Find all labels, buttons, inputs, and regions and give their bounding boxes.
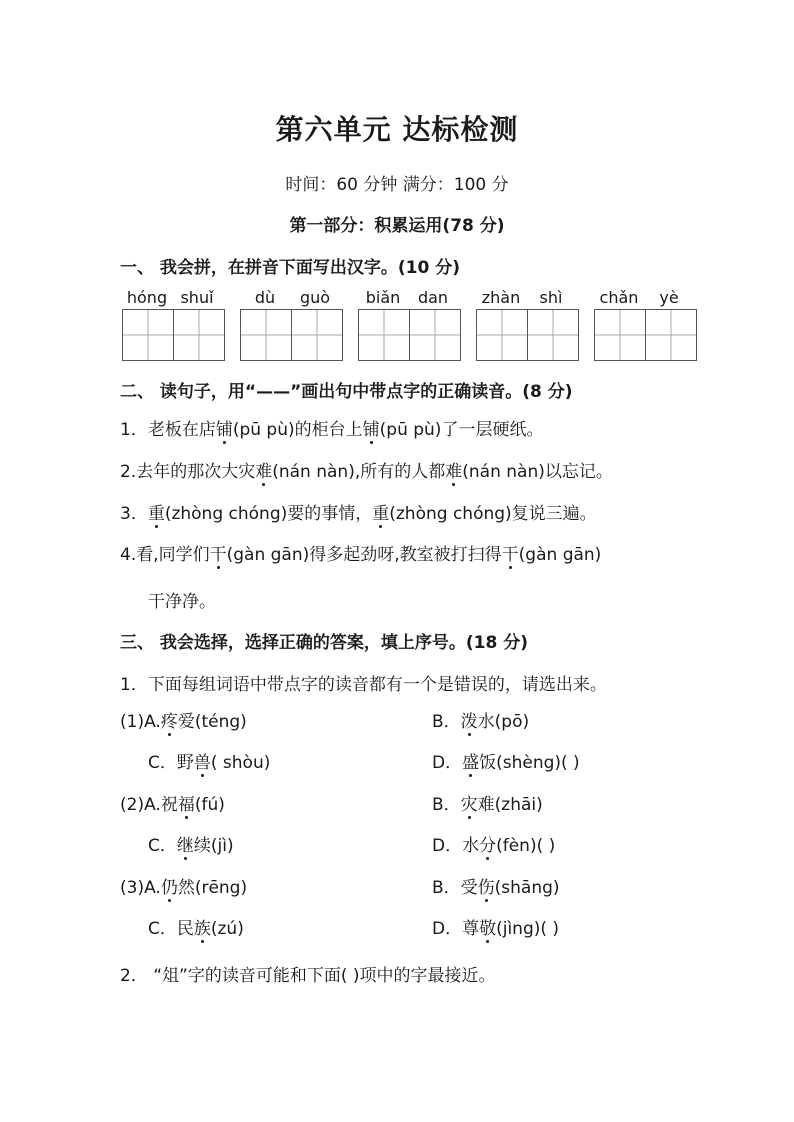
option-3b [432,873,560,898]
option-prefix: C． [148,836,177,856]
option-1d [432,748,580,773]
dotted-character: 分 [479,831,496,856]
writing-cell[interactable] [123,310,173,360]
option-pinyin: (fú) [194,795,225,815]
option-prefix: C．民 [148,919,194,939]
question-text: (gàn gān) [518,545,602,565]
dotted-character: 泼 [461,707,478,732]
question-text: 2． “俎”字的读音可能和下面( )项中的字最接近。 [120,966,496,986]
section-1-heading: 一、 我会拼，在拼音下面写出汉字。(10 分) [120,258,461,278]
writing-cell[interactable] [409,310,460,360]
writing-grid-3[interactable] [358,309,461,361]
pinyin-syllable: shuǐ [180,288,214,307]
question-text: 4.看,同学们 [120,545,210,565]
option-pinyin: (shāng) [494,878,560,898]
section-2-heading: 二、 读句子，用“——”画出句中带点字的正确读音。(8 分) [120,382,573,402]
question-text: (pū pù)了一层硬纸。 [379,420,544,440]
option-prefix: D．尊 [432,919,480,939]
pinyin-syllable: guò [299,288,331,307]
option-prefix: B． [432,795,461,815]
dotted-character: 继 [177,831,194,856]
pinyin-syllable: hóng [126,288,168,307]
option-pinyin: (rēng) [194,878,248,898]
question-line [120,415,543,440]
dotted-character: 盛 [462,748,479,773]
writing-cell[interactable] [595,310,645,360]
writing-cell[interactable] [477,310,527,360]
question-line [120,457,613,482]
option-2c [148,831,234,856]
dotted-character: 族 [194,914,211,939]
pinyin-syllable: shì [539,288,563,307]
option-pinyin: (pō) [494,712,530,732]
option-1c [148,748,270,773]
writing-grid-5[interactable] [594,309,697,361]
question-text: 1．下面每组词语中带点字的读音都有一个是错误的，请选出来。 [120,675,607,695]
option-3c [148,914,244,939]
dotted-character: 难 [255,457,272,482]
dotted-character: 重 [148,499,165,524]
question-text: (gàn gān)得多起劲呀,教室被打扫得 [226,545,502,565]
dotted-character: 兽 [194,748,211,773]
option-2a [120,790,225,815]
dotted-character: 灾 [461,790,478,815]
option-prefix: B． [432,712,461,732]
page-title: 第六单元 达标检测 [275,113,519,146]
answer-blank[interactable]: (jìng)( ) [496,919,560,939]
writing-cell[interactable] [527,310,578,360]
dotted-character: 干 [210,540,227,565]
question-line-continued: 干净净。 [148,592,216,612]
option-pinyin: (téng) [194,712,247,732]
pinyin-syllable: chǎn [599,288,639,307]
option-pinyin: (zhāi) [494,795,543,815]
answer-blank[interactable]: (fèn)( ) [496,836,556,856]
writing-cell[interactable] [173,310,224,360]
writing-cell[interactable] [645,310,696,360]
question-line [120,499,597,524]
dotted-character: 敬 [479,914,496,939]
pinyin-syllable: yè [659,288,679,307]
dotted-character: 干 [502,540,519,565]
pinyin-syllable: zhàn [481,288,521,307]
option-text: 难 [477,795,495,815]
question-line [120,540,601,565]
dotted-character: 铺 [216,415,233,440]
exam-info: 时间：60 分钟 满分：100 分 [285,175,509,195]
question-text: (zhòng chóng)要的事情， [164,504,373,524]
writing-cell[interactable] [359,310,409,360]
dotted-character: 铺 [363,415,380,440]
option-prefix: (3)A. [120,878,161,898]
question-text: 3． [120,504,148,524]
section-3-heading: 三、 我会选择，选择正确的答案，填上序号。(18 分) [120,633,529,653]
pinyin-syllable: biǎn [365,288,401,307]
question-text: (nán nàn)以忘记。 [462,462,613,482]
answer-blank[interactable]: (shèng)( ) [496,753,580,773]
dotted-character: 难 [445,457,462,482]
writing-grid-1[interactable] [122,309,225,361]
option-text: 水 [477,712,495,732]
dotted-character: 重 [372,499,389,524]
pinyin-syllable: dù [254,288,276,307]
option-text: 饭 [479,753,497,773]
option-1a [120,707,247,732]
option-2d [432,831,555,856]
option-3a [120,873,247,898]
option-1b [432,707,529,732]
question-text: (pū pù)的柜台上 [232,420,363,440]
writing-grid-4[interactable] [476,309,579,361]
option-2b [432,790,543,815]
pinyin-syllable: dan [417,288,449,307]
option-pinyin: (jì) [210,836,234,856]
part-heading: 第一部分：积累运用(78 分) [289,216,505,236]
dotted-character: 伤 [478,873,495,898]
question-text: 2.去年的那次大灾 [120,462,256,482]
option-prefix: (1)A. [120,712,161,732]
dotted-character: 仍 [161,873,178,898]
writing-cell[interactable] [291,310,342,360]
dotted-character: 福 [178,790,195,815]
option-prefix: D． [432,753,463,773]
option-text: 续 [193,836,211,856]
option-prefix: B．受 [432,878,478,898]
writing-grid-2[interactable] [240,309,343,361]
option-prefix: D．水 [432,836,480,856]
option-text: 爱 [177,712,195,732]
question-text: (nán nàn),所有的人都 [272,462,446,482]
option-3d [432,914,559,939]
dotted-character: 疼 [161,707,178,732]
option-pinyin: (zú) [210,919,244,939]
option-prefix: (2)A.祝 [120,795,178,815]
writing-cell[interactable] [241,310,291,360]
option-text: 然 [177,878,195,898]
option-pinyin: ( shòu) [210,753,271,773]
option-prefix: C．野 [148,753,194,773]
question-text: 1．老板在店 [120,420,216,440]
question-text: (zhòng chóng)复说三遍。 [389,504,597,524]
